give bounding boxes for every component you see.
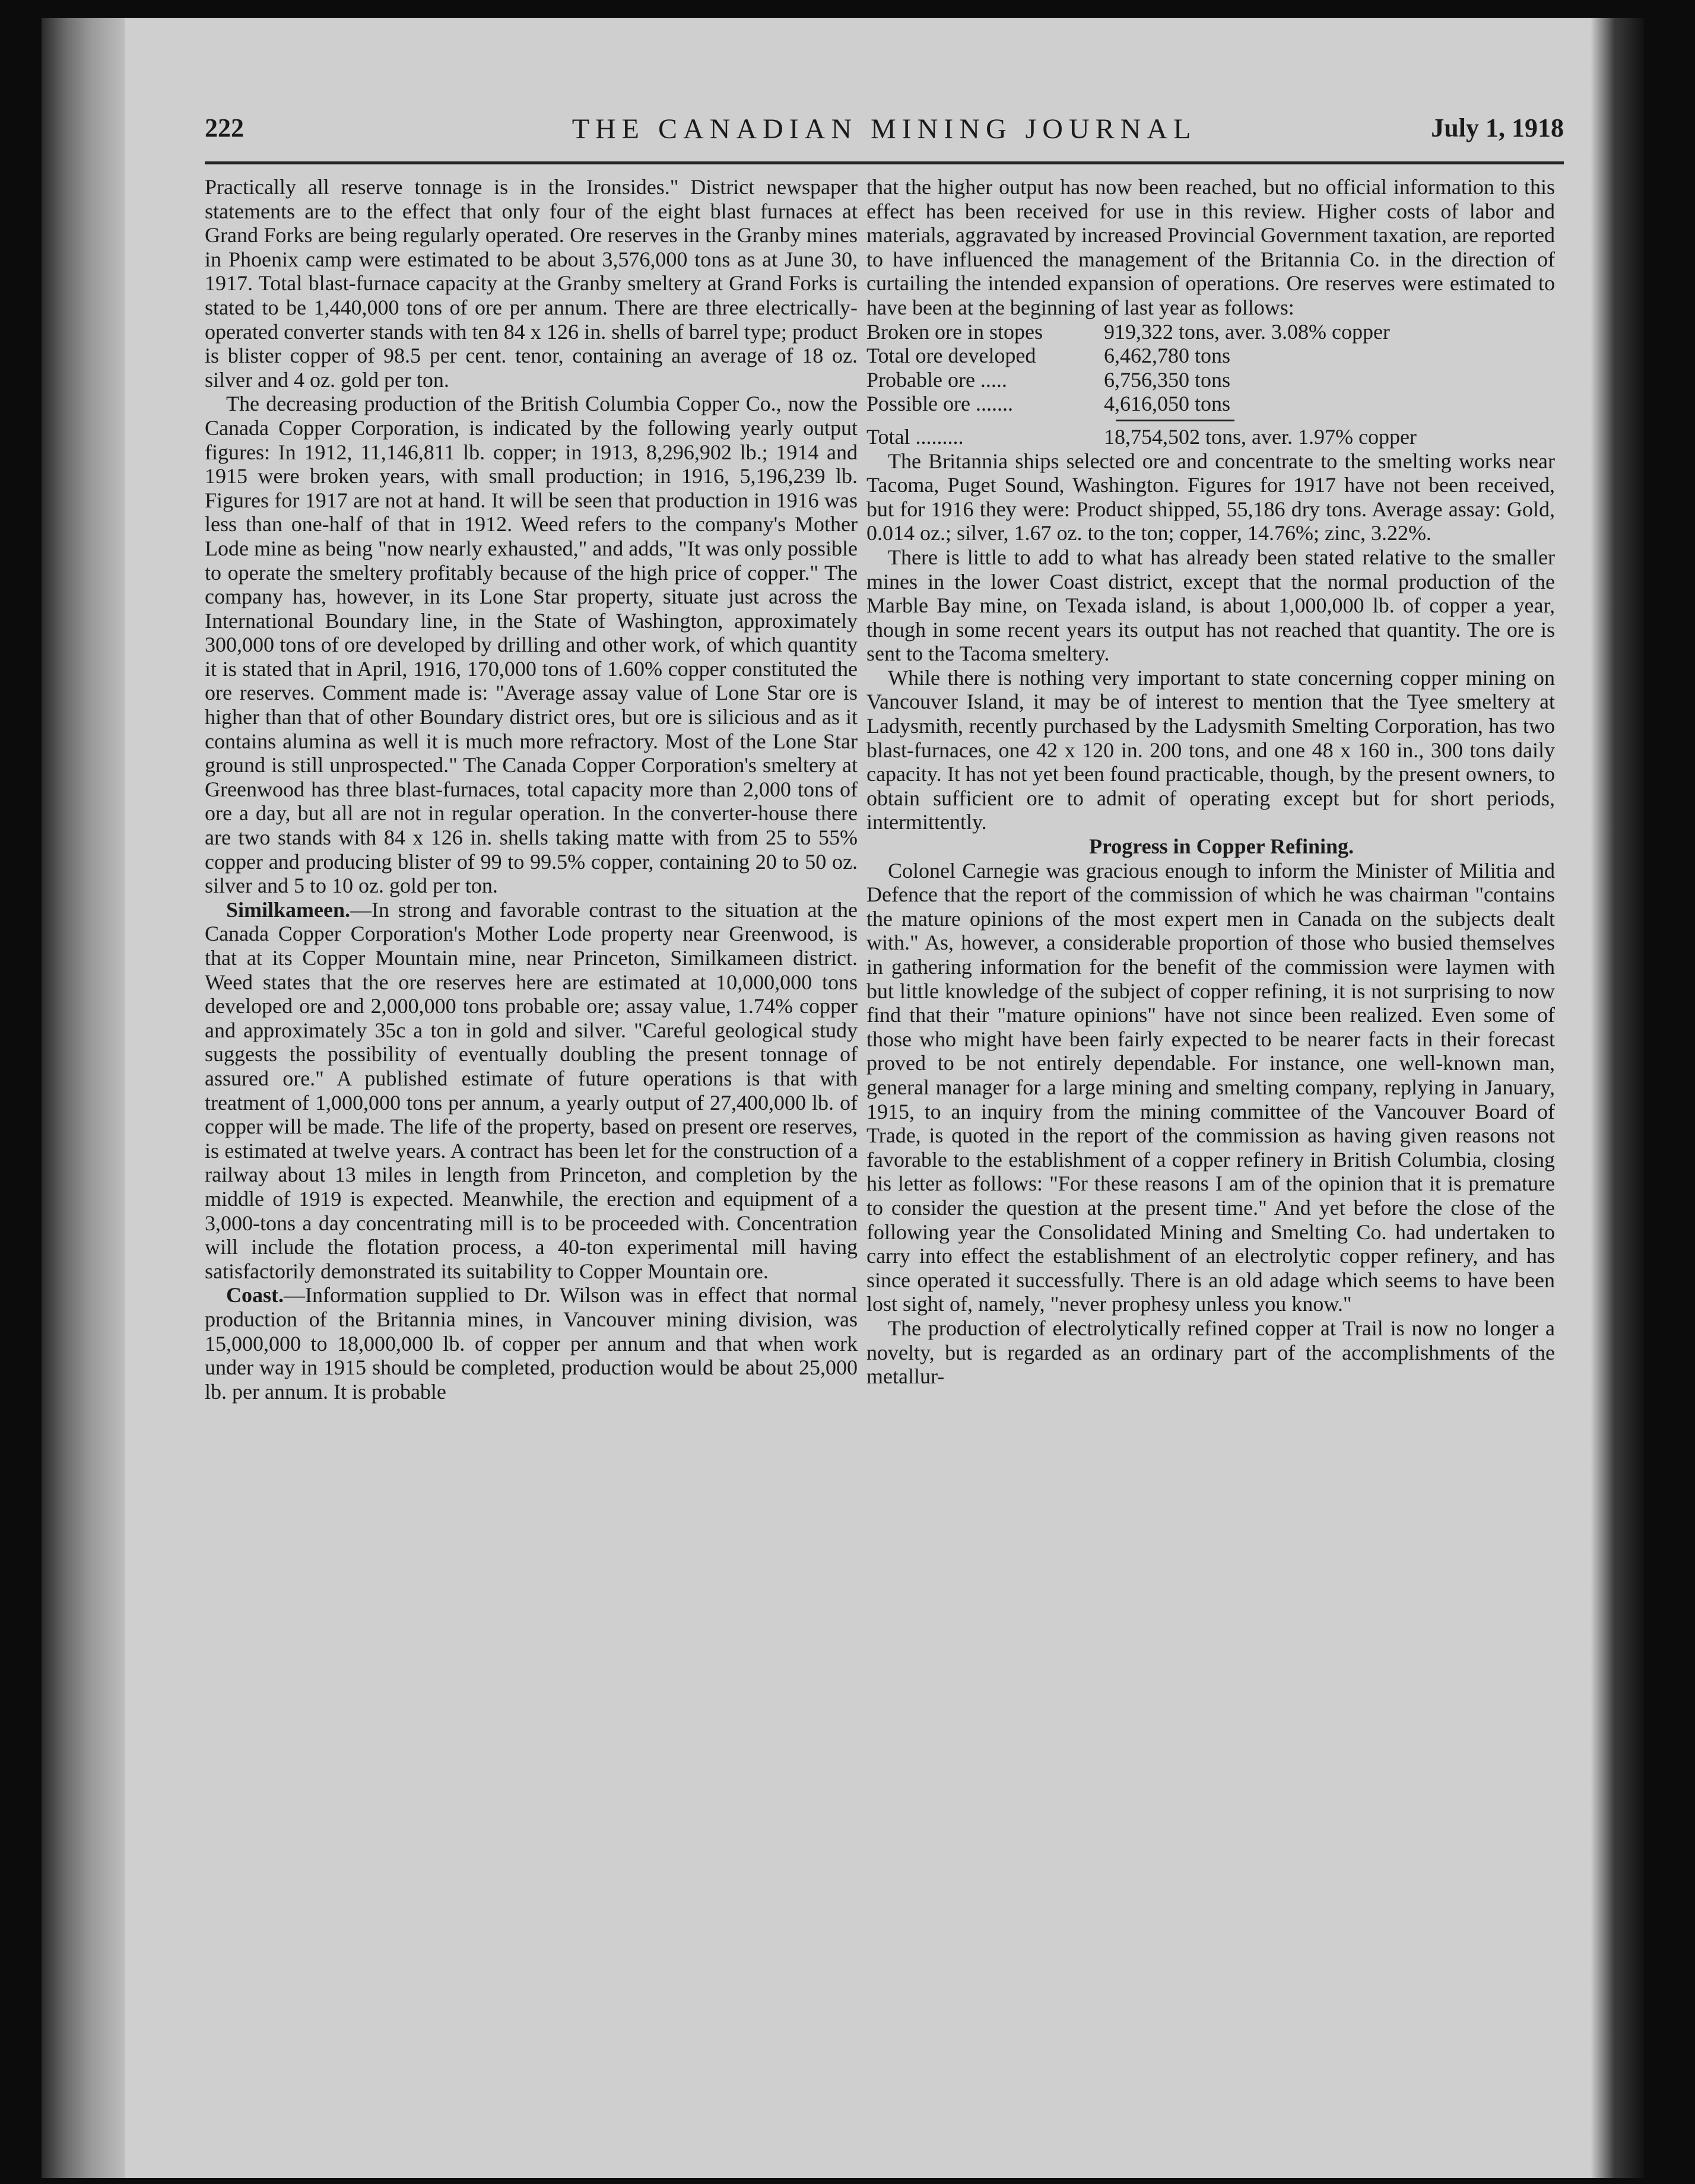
paragraph: The production of electrolytically refined copper at Trail is now no longer a novelty, but is regarded as an ordinary part of the accomplishments of the metallur- [866, 1316, 1555, 1389]
row-value: 4,616,050 tons [1104, 392, 1231, 416]
paragraph: While there is nothing very important to state concerning copper mining on Vancouver Island, it may be of interest to mention that the Tyee smeltery at Ladysmith, recently purchased by the Ladysmith Smelting Corporation, has two blast-furnaces, one 42 x 120 in. 200 tons, and one 48 x 160 in., 300 tons daily capacity. It has not yet been found practicable, though, by the present owners, to obtain sufficient ore to admit of operating except but for short periods, intermittently. [866, 665, 1555, 834]
paragraph: Practically all reserve tonnage is in the Ironsides." District newspaper statements are to the effect that only four of the eight blast furnaces at Grand Forks are being regularly operated. Ore reserves in the Granby mines in Phoenix camp were estimated to be about 3,576,000 tons as at June 30, 1917. Total blast-furnace capacity at the Granby smeltery at Grand Forks is stated to be 1,440,000 tons of ore per annum. There are three electrically-operated converter stands with ten 84 x 126 in. shells of barrel type; product is blister copper of 98.5 per cent. tenor, containing an average of 18 oz. silver and 4 oz. gold per ton. [205, 175, 858, 392]
paragraph: that the higher output has now been reached, but no official information to this effect has been received for use in this review. Higher costs of labor and materials, aggravated by increased Provincial Government taxation, are reported to have influenced the management of the Britannia Co. in the direction of curtailing the intended expansion of operations. Ore reserves were estimated to have been at the beginning of last year as follows: [866, 175, 1555, 319]
paragraph: The Britannia ships selected ore and concentrate to the smelting works near Tacoma, Puget Sound, Washington. Figures for 1917 have not been received, but for 1916 they were: Product shipped, 55,186 dry tons. Average assay: Gold, 0.014 oz.; silver, 1.67 oz. to the ton; copper, 14.76%; zinc, 3.22%. [866, 449, 1555, 545]
row-label: Possible ore ....... [866, 392, 1013, 416]
total-label: Total ......... [866, 424, 964, 449]
paragraph [205, 1283, 858, 1404]
journal-page [42, 18, 1644, 2178]
issue-date: July 1, 1918 [1431, 113, 1564, 142]
right-column [866, 175, 1555, 1389]
paragraph [205, 898, 858, 1284]
ore-reserves-table [866, 320, 1555, 449]
row-label: Total ore developed [866, 344, 1036, 368]
paragraph: The decreasing production of the British Columbia Copper Co., now the Canada Copper Corporation, is indicated by the following yearly output figures: In 1912, 11,146,811 lb. copper; in 1913, 8,296,902 lb.; 1914 and 1915 were broken years, with small production; in 1916, 5,196,239 lb. Figures for 1917 are not at hand. It will be seen that production in 1916 was less than one-half of that in 1912. Weed refers to the company's Mother Lode mine as being "now nearly exhausted," and adds, "It was only possible to operate the smeltery profitably because of the high price of copper." The company has, however, in its Lone Star property, situate just across the International Boundary line, in the State of Washington, approximately 300,000 tons of ore developed by drilling and other work, of which quantity it is stated that in April, 1916, 170,000 tons of 1.60% copper constituted the ore reserves. Comment made is: "Average assay value of Lone Star ore is higher than that of other Boundary district ores, but ore is silicious and as it contains alumina as well it is much more refractory. Most of the Lone Star ground is still unprospected." The Canada Copper Corporation's smeltery at Greenwood has three blast-furnaces, total capacity more than 2,000 tons of ore a day, but all are not in regular operation. In the converter-house there are two stands with 84 x 126 in. shells taking matte with from 25 to 55% copper and producing blister of 99 to 99.5% copper, containing 20 to 50 oz. silver and 5 to 10 oz. gold per ton. [205, 392, 858, 898]
page-header [205, 113, 1564, 160]
total-rule [1116, 420, 1234, 421]
total-row [866, 425, 1555, 449]
left-column [205, 175, 858, 1404]
table-row [866, 368, 1555, 392]
run-in-heading: Similkameen. [226, 897, 351, 922]
section-heading: Progress in Copper Refining. [1088, 834, 1354, 859]
row-label: Broken ore in stopes [866, 319, 1043, 344]
table-row [866, 320, 1555, 344]
total-value: 18,754,502 tons, aver. 1.97% copper [1104, 424, 1417, 449]
table-row [866, 392, 1555, 416]
paragraph-text: —Information supplied to Dr. Wilson was in effect that normal production of the Britannia mines, in Vancouver mining division, was 15,000,000 to 18,000,000 lb. of copper per annum and that when work under way in 1915 should be completed, production would be about 25,000 lb. per annum. It is probable [205, 1283, 858, 1404]
row-value: 6,462,780 tons [1104, 344, 1231, 368]
paragraph: Colonel Carnegie was gracious enough to inform the Minister of Militia and Defence that the report of the commission of which he was chairman "contains the mature opinions of the most expert men in Canada on the subjects dealt with." As, however, a considerable proportion of those who busied themselves in gathering information for the benefit of the commission were laymen with but little knowledge of the subject of copper refining, it is not surprising to now find that their "mature opinions" have not since been realized. Even some of those who might have been fairly expected to be nearer facts in their forecast proved to be not entirely dependable. For instance, one well-known man, general manager for a large mining and smelting company, replying in January, 1915, to an inquiry from the mining committee of the Vancouver Board of Trade, is quoted in the report of the commission as having given reasons not favorable to the establishment of a copper refinery in British Columbia, closing his letter as follows: "For these reasons I am of the opinion that it is premature to consider the question at the present time." And yet before the close of the following year the Consolidated Mining and Smelting Co. had undertaken to carry into effect the establishment of an electrolytic copper refinery, and has since operated it successfully. There is an old adage which seems to have been lost sight of, namely, "never prophesy unless you know." [866, 858, 1555, 1316]
header-rule [205, 161, 1564, 164]
book-spine [42, 18, 125, 2178]
page-edge [1591, 18, 1644, 2178]
paragraph: There is little to add to what has already been stated relative to the smaller mines in the lower Coast district, except that the normal production of the Marble Bay mine, on Texada island, is about 1,000,000 lb. of copper a year, though in some recent years its output has not reached that quantity. The ore is sent to the Tacoma smeltery. [866, 545, 1555, 666]
table-row [866, 344, 1555, 368]
row-value: 919,322 tons, aver. 3.08% copper [1104, 319, 1390, 344]
page-number: 222 [205, 113, 244, 142]
run-in-heading: Coast. [226, 1283, 284, 1307]
row-value: 6,756,350 tons [1104, 367, 1231, 392]
journal-title: THE CANADIAN MINING JOURNAL [572, 113, 1197, 145]
row-label: Probable ore ..... [866, 367, 1007, 392]
paragraph-text: —In strong and favorable contrast to the situation at the Canada Copper Corporation's Mother Lode property near Greenwood, is that at its Copper Mountain mine, near Princeton, Similkameen district. Weed states that the ore reserves here are estimated at 10,000,000 tons developed ore and 2,000,000 tons probable ore; assay value, 1.74% copper and approximately 35c a ton in gold and silver. "Careful geological study suggests the possibility of eventually doubling the present tonnage of assured ore." A published estimate of future operations is that with treatment of 1,000,000 tons per annum, a yearly output of 27,400,000 lb. of copper will be made. The life of the property, based on present ore reserves, is estimated at twelve years. A contract has been let for the construction of a railway about 13 miles in length from Princeton, and completion by the middle of 1919 is expected. Meanwhile, the erection and equipment of a 3,000-tons a day concentrating mill is to be proceeded with. Concentration will include the flotation process, a 40-ton experimental mill having satisfactorily demonstrated its suitability to Copper Mountain ore. [205, 897, 858, 1283]
